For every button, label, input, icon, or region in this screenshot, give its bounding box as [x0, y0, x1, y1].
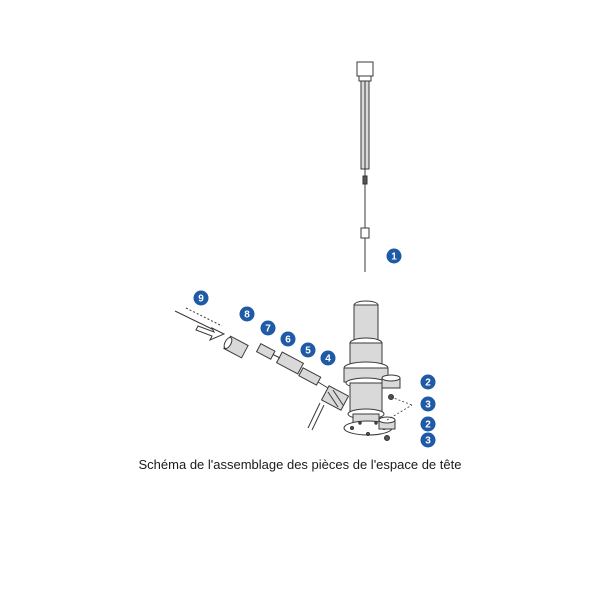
callout-badge [261, 321, 276, 336]
callout-badge [281, 332, 296, 347]
part-1-rod [357, 62, 373, 272]
callout-badge [321, 351, 336, 366]
callout-badge [301, 343, 316, 358]
part-7-nut [257, 344, 275, 359]
svg-text:6: 6 [285, 334, 291, 346]
svg-text:8: 8 [244, 309, 250, 321]
svg-text:4: 4 [325, 353, 331, 365]
callout-badge [421, 417, 436, 432]
callout-badge [421, 375, 436, 390]
svg-text:9: 9 [198, 293, 204, 305]
callout-badge [194, 291, 209, 306]
diagram-caption: Schéma de l'assemblage des pièces de l'espace de tête [138, 457, 462, 472]
part-8-hex-fitting [223, 336, 249, 358]
svg-text:3: 3 [425, 435, 431, 447]
part-2-nut-upper [382, 375, 400, 388]
svg-text:5: 5 [305, 345, 311, 357]
callout-badge [421, 433, 436, 448]
svg-text:7: 7 [265, 323, 271, 335]
svg-text:2: 2 [425, 377, 431, 389]
part-4-sleeve [308, 386, 348, 430]
head-space-housing [344, 301, 392, 436]
part-9-tube [175, 308, 224, 340]
part-3-ball-lower [385, 436, 390, 441]
svg-text:1: 1 [391, 251, 397, 263]
part-5-fitting [299, 368, 328, 388]
svg-text:2: 2 [425, 419, 431, 431]
callout-badge [240, 307, 255, 322]
part-2-nut-lower [379, 417, 395, 429]
svg-text:3: 3 [425, 399, 431, 411]
dashed-leader-lines [387, 397, 412, 420]
callout-badge [387, 249, 402, 264]
callout-badge [421, 397, 436, 412]
